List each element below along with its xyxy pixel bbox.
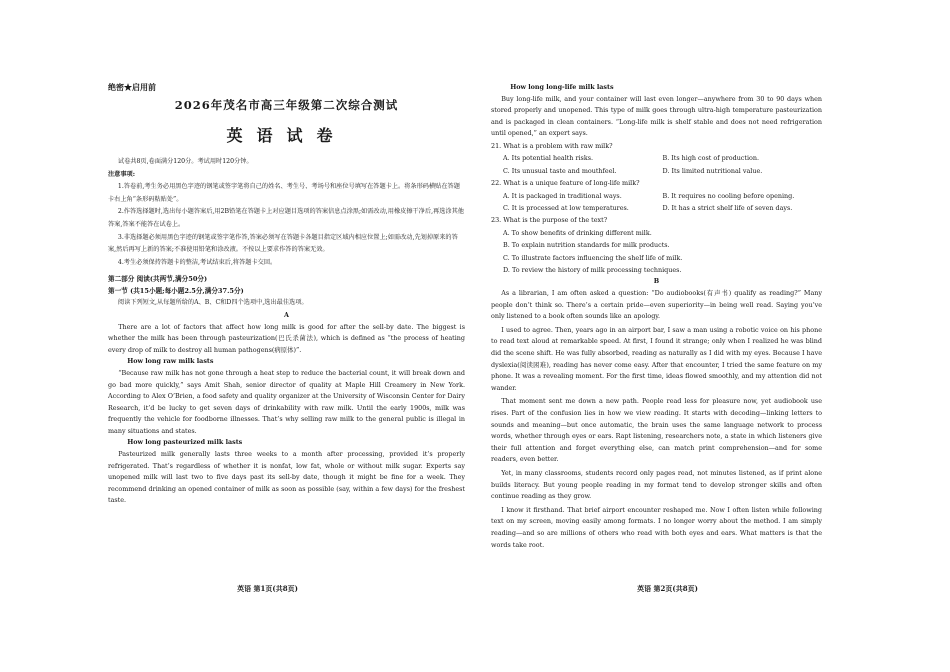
- notice-item: 4.考生必须保持答题卡的整洁,考试结束后,将答题卡交回。: [117, 258, 277, 266]
- answer-option: D. It has a strict shelf life of seven days.: [662, 204, 793, 212]
- passage-subheading: How long pasteurized milk lasts: [127, 438, 243, 447]
- question-stem: 21. What is a problem with raw milk?: [491, 141, 613, 150]
- confidential-label: 绝密★启用前: [108, 82, 156, 92]
- passage-paragraph: I used to agree. Then, years ago in an airport bar, I saw a man using a robotic voice on his phone to read text aloud at remarkable speed. At first, I found it strange; only when I realized he was blind did the scene shift. He was fully absorbed, reading as naturally as I did with my eyes. Because I have dyslexia(阅读困难), reading has never come easy. After that encounter, I tried the same feature on my phone. It was a revealing moment. For the first time, ideas flowed smoothly, and my attention did not wander.: [491, 325, 822, 392]
- question-stem: 23. What is the purpose of the text?: [491, 216, 608, 225]
- question-options: [491, 152, 822, 177]
- exam-title: 2026年茂名市高三年级第二次综合测试: [174, 98, 399, 112]
- answer-option: C. Its unusual taste and mouthfeel.: [503, 166, 617, 175]
- section-instruction: 阅读下列短文,从每题所给的A、B、C和D四个选项中,选出最佳选项。: [117, 299, 308, 307]
- answer-option: D. To review the history of milk processing techniques.: [503, 266, 682, 275]
- part-title: 第二部分 阅读(共两节,满分50分): [108, 275, 208, 284]
- page-footer: 英语 第1页(共8页): [237, 584, 298, 593]
- page-footer: 英语 第2页(共8页): [637, 584, 698, 593]
- answer-option: A. Its potential health risks.: [503, 154, 594, 163]
- section-title: 第一节 (共15小题;每小题2.5分,满分37.5分): [108, 287, 244, 296]
- exam-intro: 试卷共8页,卷面满分120分。考试用时120分钟。: [117, 158, 253, 165]
- passage-paragraph: That moment sent me down a new path. People read less for pleasure now, yet audiobook use rises. Part of the confusion lies in how we view reading. It starts with decoding—linking letters to sounds and meaning—but once automatic, the brain uses the same language network to process words, whether through eyes or ears. Rapt listening, researchers note, a state in which listeners give their full attention and forget everything else, can match print comprehension—and for some readers, even better.: [491, 397, 822, 464]
- notice-title: 注意事项:: [108, 170, 136, 178]
- question-stem: 22. What is a unique feature of long-life milk?: [491, 179, 640, 188]
- notice-item: 1.答卷前,考生务必用黑色字迹的钢笔或签字笔将自己的姓名、考生号、考场号和座位号填写在答题卡上。将条形码横贴在答题卡右上角“条形码粘贴处”。: [108, 183, 460, 203]
- passage-paragraph: There are a lot of factors that affect how long milk is good for after the sell-by date. The biggest is whether the milk has been through pasteurization(巴氏杀菌法), which is defined as “the process of heating every drop of milk to destroy all human pathogens(病原体)”.: [108, 322, 465, 354]
- answer-option: C. It is processed at low temperatures.: [503, 204, 629, 212]
- notice-item: 3.非选择题必须用黑色字迹的钢笔或签字笔作答,答案必须写在答题卡各题目指定区域内相应位置上;如需改动,先划掉原来的答案,然后再写上新的答案;不准使用铅笔和涂改液。不按以上要求作答的答案无效。: [108, 233, 458, 254]
- passage-paragraph: Yet, in many classrooms, students record only pages read, not minutes listened, as if print alone builds literacy. But young people reading in my format tend to develop stronger skills and often continue reading as they grow.: [491, 468, 822, 501]
- passage-subheading: How long long-life milk lasts: [510, 83, 614, 91]
- answer-option: D. Its limited nutritional value.: [662, 166, 763, 175]
- passage-paragraph: “Because raw milk has not gone through a heat step to reduce the bacterial count, it will break down and go bad more quickly,” says Amit Shah, senior director of quality at Maple Hill Creamery in New York. According to Alex O’Brien, a food safety and quality organizer at the University of Wisconsin Center for Dairy Research, it’d be lucky to get seven days of drinkability with raw milk. Until the early 1900s, milk was frequently the vehicle for foodborne illnesses. That’s why selling raw milk to the general public is illegal in many situations and states.: [108, 368, 465, 435]
- answer-option: C. To illustrate factors influencing the shelf life of milk.: [503, 253, 683, 262]
- passage-subheading: How long raw milk lasts: [127, 357, 214, 366]
- subject-title: 英语试卷: [226, 126, 347, 145]
- answer-option: A. It is packaged in traditional ways.: [503, 191, 622, 200]
- answer-option: B. It requires no cooling before opening.: [662, 191, 795, 200]
- answer-option: B. Its high cost of production.: [662, 154, 759, 163]
- passage-label-a: A: [284, 310, 289, 319]
- page-2: [475, 0, 950, 672]
- passage-paragraph: As a librarian, I am often asked a question: “Do audiobooks(有声书) qualify as reading?” Many people don’t think so. There’s a certain pride—even superiority—in being well read. Saying you’ve only listened to a book often sounds like an apology.: [491, 289, 822, 321]
- passage-paragraph: I know it firsthand. That brief airport encounter reshaped me. Now I often listen while following text on my screen, moving easily among formats. I no longer worry about the method. I am simply reading—and so are millions of others who read with both eyes and ears. What matters is that the words take root.: [491, 505, 822, 549]
- question-options: [491, 190, 822, 215]
- passage-label-b: B: [653, 277, 660, 286]
- notice-item: 2.作答选择题时,选出每小题答案后,用2B铅笔在答题卡上对应题目选项的答案信息点涂黑;如需改动,用橡皮擦干净后,再选涂其他答案,答案不能答在试卷上。: [108, 208, 464, 228]
- answer-option: B. To explain nutrition standards for milk products.: [503, 241, 670, 250]
- answer-option: A. To show benefits of drinking different milk.: [503, 228, 652, 237]
- passage-paragraph: Pasteurized milk generally lasts three weeks to a month after processing, provided it’s properly refrigerated. That’s regardless of whether it is nonfat, low fat, whole or without milk sugar. Experts say unopened milk will last two to five days past its sell-by date, though it might be fine for a week. They recommend drinking an opened container of milk as soon as possible (say, within a few days) for the freshest taste.: [108, 450, 465, 505]
- passage-paragraph: Buy long-life milk, and your container will last even longer—anywhere from 30 to 90 days when stored properly and unopened. This type of milk goes through ultra-high temperature pasteurization and is packaged in clean containers. “Long-life milk is shelf stable and does not need refrigeration until opened,” an expert says.: [491, 94, 822, 138]
